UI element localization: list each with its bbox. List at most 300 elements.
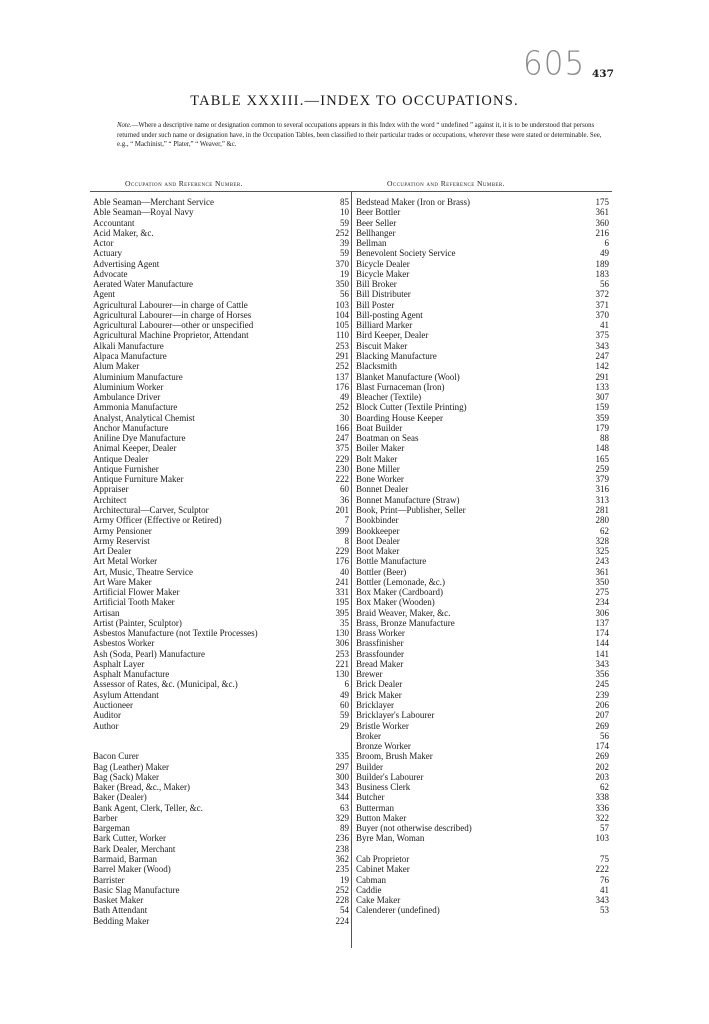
- occupation-row: [356, 382, 609, 392]
- occupation-row: [356, 608, 609, 618]
- occupation-name: Assessor of Rates, &c. (Municipal, &c.): [93, 679, 238, 690]
- reference-number: 241: [335, 576, 349, 587]
- occupation-row: [356, 710, 609, 720]
- occupation-name: Bill Distributer: [356, 289, 411, 300]
- occupation-name: Agent: [93, 289, 115, 300]
- occupation-row: [93, 844, 349, 854]
- occupation-name: Bone Miller: [356, 463, 400, 474]
- occupation-row: [93, 423, 349, 433]
- reference-number: 133: [595, 381, 609, 392]
- occupation-name: Bicycle Dealer: [356, 258, 410, 269]
- occupation-name: Bottler (Lemonade, &c.): [356, 576, 445, 587]
- occupation-name: Box Maker (Wooden): [356, 597, 435, 608]
- reference-number: 259: [595, 463, 609, 474]
- occupation-name: Bark Dealer, Merchant: [93, 843, 176, 854]
- occupation-row: [93, 690, 349, 700]
- occupation-row: [356, 228, 609, 238]
- occupation-row: [93, 597, 349, 607]
- reference-number: 75: [600, 854, 609, 864]
- occupation-row: [93, 649, 349, 659]
- occupation-row: [356, 526, 609, 536]
- occupation-row: [356, 484, 609, 494]
- occupation-row: [356, 372, 609, 382]
- occupation-row: [356, 792, 609, 802]
- reference-number: 238: [335, 843, 349, 854]
- occupation-column-right: [356, 197, 609, 916]
- occupation-row: [93, 916, 349, 926]
- occupation-row: [356, 751, 609, 761]
- reference-number: 356: [595, 669, 609, 680]
- note-label: Note.: [117, 122, 132, 129]
- note-text: —Where a descriptive name or designation common to several occupations appears in this Index with the word “ undefined ” against it, it is to be understood that persons returned under such name or designation have, in the Occupation Tables, been classified to their particular trades or occupations, wherever these were stated or determinable. See, e.g., “ Machinist,” “ Plater,” “ Weaver,” &c.: [117, 122, 602, 148]
- reference-number: 224: [335, 915, 349, 926]
- reference-number: 306: [595, 607, 609, 618]
- reference-number: 7: [344, 515, 349, 526]
- occupation-row: [356, 690, 609, 700]
- reference-number: 300: [335, 771, 349, 782]
- occupation-row: [356, 669, 609, 679]
- occupation-row: [93, 207, 349, 217]
- occupation-name: Calenderer (undefined): [356, 905, 440, 916]
- occupation-row: [93, 751, 349, 761]
- reference-number: 8: [344, 535, 349, 546]
- occupation-row: [93, 372, 349, 382]
- reference-number: 252: [335, 884, 349, 895]
- occupation-name: Asbestos Manufacture (not Textile Processes): [93, 628, 258, 639]
- occupation-row: [93, 628, 349, 638]
- page-number: 437: [592, 68, 614, 80]
- occupation-name: Barber: [93, 812, 118, 823]
- reference-number: 53: [600, 905, 609, 916]
- occupation-name: Block Cutter (Textile Printing): [356, 402, 467, 413]
- occupation-row: [93, 361, 349, 371]
- reference-number: 59: [340, 710, 349, 721]
- occupation-name: Brass, Bronze Manufacture: [356, 617, 455, 628]
- reference-number: 57: [600, 823, 609, 834]
- occupation-row: [93, 505, 349, 515]
- reference-number: 103: [335, 299, 349, 310]
- reference-number: 29: [340, 720, 349, 731]
- occupation-row: [356, 875, 609, 885]
- occupation-name: Analyst, Analytical Chemist: [93, 412, 195, 423]
- occupation-row: [93, 669, 349, 679]
- occupation-row: [93, 905, 349, 915]
- occupation-name: Cab Proprietor: [356, 854, 410, 864]
- occupation-name: Anchor Manufacture: [93, 422, 169, 433]
- reference-number: 49: [340, 689, 349, 700]
- occupation-row: [356, 269, 609, 279]
- occupation-name: Art, Music, Theatre Service: [93, 566, 194, 577]
- occupation-name: Bill-posting Agent: [356, 309, 423, 320]
- occupation-name: Beer Bottler: [356, 207, 401, 218]
- reference-number: 229: [335, 453, 349, 464]
- reference-number: 159: [595, 402, 609, 413]
- reference-number: 322: [595, 812, 609, 823]
- reference-number: 56: [600, 730, 609, 741]
- reference-number: 371: [595, 299, 609, 310]
- reference-number: 137: [595, 617, 609, 628]
- reference-number: 247: [335, 433, 349, 444]
- reference-number: 291: [335, 350, 349, 361]
- occupation-name: Asphalt Manufacture: [93, 669, 170, 680]
- occupation-row: [93, 495, 349, 505]
- occupation-row: [93, 721, 349, 731]
- occupation-name: Boiler Maker: [356, 443, 405, 454]
- occupation-name: Able Seaman—Merchant Service: [93, 197, 214, 207]
- occupation-name: Cabinet Maker: [356, 864, 410, 875]
- occupation-name: Bristle Worker: [356, 720, 409, 731]
- occupation-row: [93, 197, 349, 207]
- reference-number: 362: [335, 854, 349, 864]
- reference-number: 291: [595, 371, 609, 382]
- occupation-row: [93, 526, 349, 536]
- occupation-row: [93, 875, 349, 885]
- reference-number: 148: [595, 443, 609, 454]
- occupation-name: Accountant: [93, 217, 135, 228]
- occupation-row: [93, 556, 349, 566]
- reference-number: 62: [600, 782, 609, 793]
- occupation-name: Aniline Dye Manufacture: [93, 433, 186, 444]
- reference-number: 236: [335, 833, 349, 844]
- reference-number: 19: [340, 268, 349, 279]
- occupation-row: [93, 679, 349, 689]
- occupation-row: [93, 772, 349, 782]
- reference-number: 252: [335, 361, 349, 372]
- occupation-name: Brassfounder: [356, 648, 404, 659]
- occupation-name: Button Maker: [356, 812, 407, 823]
- occupation-row: [356, 289, 609, 299]
- reference-number: 235: [335, 864, 349, 875]
- reference-number: 40: [340, 566, 349, 577]
- occupation-name: Bill Broker: [356, 279, 397, 290]
- occupation-name: Auctioneer: [93, 700, 133, 711]
- reference-number: 370: [595, 309, 609, 320]
- occupation-row: [356, 330, 609, 340]
- reference-number: 54: [340, 905, 349, 916]
- reference-number: 253: [335, 648, 349, 659]
- occupation-name: Ammonia Manufacture: [93, 402, 178, 413]
- occupation-name: Alum Maker: [93, 361, 140, 372]
- occupation-row: [356, 402, 609, 412]
- reference-number: 399: [335, 525, 349, 536]
- occupation-name: Blacksmith: [356, 361, 397, 372]
- occupation-row: [93, 782, 349, 792]
- occupation-row: [93, 833, 349, 843]
- occupation-row: [93, 259, 349, 269]
- occupation-name: Appraiser: [93, 484, 129, 495]
- occupation-name: Basket Maker: [93, 895, 144, 906]
- occupation-name: Bicycle Maker: [356, 268, 410, 279]
- reference-number: 144: [595, 638, 609, 649]
- occupation-row: [356, 854, 609, 864]
- occupation-name: Author: [93, 720, 119, 731]
- occupation-row: [356, 197, 609, 207]
- reference-number: 207: [595, 710, 609, 721]
- occupation-row: [93, 279, 349, 289]
- occupation-name: Artist (Painter, Sculptor): [93, 617, 182, 628]
- occupation-name: Bank Agent, Clerk, Teller, &c.: [93, 802, 203, 813]
- reference-number: 252: [335, 227, 349, 238]
- occupation-row: [93, 792, 349, 802]
- occupation-name: Bacon Curer: [93, 751, 139, 762]
- occupation-name: Agricultural Labourer—in charge of Cattle: [93, 299, 248, 310]
- reference-number: 253: [335, 340, 349, 351]
- occupation-row: [356, 536, 609, 546]
- occupation-row: [356, 782, 609, 792]
- occupation-row: [356, 279, 609, 289]
- reference-number: 361: [595, 207, 609, 218]
- reference-number: 6: [604, 238, 609, 249]
- occupation-row: [356, 238, 609, 248]
- reference-number: 35: [340, 617, 349, 628]
- reference-number: 375: [335, 443, 349, 454]
- reference-number: 59: [340, 248, 349, 259]
- reference-number: 19: [340, 874, 349, 885]
- occupation-row: [93, 567, 349, 577]
- occupation-name: Boatman on Seas: [356, 433, 419, 444]
- occupation-row: [356, 638, 609, 648]
- occupation-row: [356, 413, 609, 423]
- reference-number: 269: [595, 751, 609, 762]
- occupation-row: [93, 638, 349, 648]
- occupation-row: [93, 813, 349, 823]
- occupation-name: Box Maker (Cardboard): [356, 587, 443, 598]
- occupation-name: Advertising Agent: [93, 258, 160, 269]
- occupation-name: Bolt Maker: [356, 453, 398, 464]
- occupation-row: [93, 454, 349, 464]
- reference-number: 174: [595, 628, 609, 639]
- occupation-row: [356, 392, 609, 402]
- reference-number: 176: [335, 381, 349, 392]
- occupation-row: [356, 895, 609, 905]
- reference-number: 88: [600, 433, 609, 444]
- occupation-row: [93, 731, 349, 741]
- reference-number: 104: [335, 309, 349, 320]
- reference-number: 110: [335, 330, 349, 341]
- occupation-row: [93, 228, 349, 238]
- reference-number: 222: [595, 864, 609, 875]
- occupation-row: [356, 618, 609, 628]
- occupation-row: [356, 597, 609, 607]
- reference-number: 183: [595, 268, 609, 279]
- occupation-name: Boarding House Keeper: [356, 412, 443, 423]
- occupation-name: Bellhanger: [356, 227, 396, 238]
- occupation-name: Basic Slag Manufacture: [93, 884, 180, 895]
- occupation-name: Bill Poster: [356, 299, 395, 310]
- reference-number: 229: [335, 546, 349, 557]
- reference-number: 297: [335, 761, 349, 772]
- reference-number: 141: [595, 648, 609, 659]
- occupation-name: Bricklayer: [356, 700, 394, 711]
- occupation-name: Alkali Manufacture: [93, 340, 164, 351]
- occupation-row: [93, 289, 349, 299]
- occupation-row: [356, 310, 609, 320]
- occupation-row: [93, 484, 349, 494]
- reference-number: 49: [600, 248, 609, 259]
- reference-number: 370: [335, 258, 349, 269]
- occupation-name: Bookkeeper: [356, 525, 400, 536]
- reference-number: 130: [335, 628, 349, 639]
- occupation-row: [356, 577, 609, 587]
- column-header-right: Occupation and Reference Number.: [387, 179, 505, 188]
- occupation-name: Auditor: [93, 710, 121, 721]
- occupation-row: [356, 207, 609, 217]
- occupation-row: [93, 464, 349, 474]
- occupation-row: [356, 659, 609, 669]
- reference-number: 379: [595, 474, 609, 485]
- occupation-name: Architect: [93, 494, 127, 505]
- occupation-name: Bedstead Maker (Iron or Brass): [356, 197, 470, 207]
- reference-number: 316: [595, 484, 609, 495]
- reference-number: 165: [595, 453, 609, 464]
- occupation-row: [93, 803, 349, 813]
- note-paragraph: [117, 121, 607, 150]
- occupation-row: [356, 423, 609, 433]
- column-header-left: Occupation and Reference Number.: [125, 179, 243, 188]
- reference-number: 306: [335, 638, 349, 649]
- occupation-row: [93, 269, 349, 279]
- occupation-name: Book, Print—Publisher, Seller: [356, 504, 466, 515]
- occupation-row: [93, 382, 349, 392]
- occupation-name: Bone Worker: [356, 474, 404, 485]
- occupation-row: [93, 330, 349, 340]
- occupation-row: [356, 587, 609, 597]
- occupation-row: [356, 495, 609, 505]
- occupation-row: [93, 515, 349, 525]
- occupation-name: Barrister: [93, 874, 125, 885]
- occupation-row: [356, 505, 609, 515]
- occupation-name: Antique Furnisher: [93, 463, 159, 474]
- occupation-row: [93, 392, 349, 402]
- occupation-name: Blacking Manufacture: [356, 350, 437, 361]
- occupation-name: Builder's Labourer: [356, 771, 424, 782]
- occupation-name: Brassfinisher: [356, 638, 404, 649]
- occupation-row: [356, 905, 609, 915]
- occupation-name: Boat Builder: [356, 422, 403, 433]
- occupation-name: Antique Dealer: [93, 453, 149, 464]
- reference-number: 234: [595, 597, 609, 608]
- reference-number: 350: [595, 576, 609, 587]
- reference-number: 269: [595, 720, 609, 731]
- occupation-name: Acid Maker, &c.: [93, 227, 154, 238]
- occupation-row: [93, 710, 349, 720]
- occupation-name: Bargeman: [93, 823, 130, 834]
- reference-number: 206: [595, 700, 609, 711]
- reference-number: 239: [595, 689, 609, 700]
- occupation-row: [356, 443, 609, 453]
- occupation-row: [93, 885, 349, 895]
- occupation-row: [356, 700, 609, 710]
- occupation-row: [356, 474, 609, 484]
- occupation-row: [93, 351, 349, 361]
- occupation-name: Cabman: [356, 874, 386, 885]
- occupation-name: Aluminium Worker: [93, 381, 164, 392]
- occupation-name: Bottle Manufacture: [356, 556, 427, 567]
- occupation-column-left: [93, 197, 349, 926]
- reference-number: 142: [595, 361, 609, 372]
- occupation-row: [93, 536, 349, 546]
- occupation-row: [356, 823, 609, 833]
- reference-number: 360: [595, 217, 609, 228]
- occupation-name: Benevolent Society Service: [356, 248, 456, 259]
- occupation-name: Ambulance Driver: [93, 392, 161, 403]
- occupation-row: [356, 218, 609, 228]
- reference-number: 281: [595, 504, 609, 515]
- occupation-name: Buyer (not otherwise described): [356, 823, 472, 834]
- reference-number: 166: [335, 422, 349, 433]
- occupation-name: Bath Attendant: [93, 905, 148, 916]
- reference-number: 36: [340, 494, 349, 505]
- occupation-name: Brick Dealer: [356, 679, 403, 690]
- occupation-name: Army Pensioner: [93, 525, 152, 536]
- page-title: TABLE XXXIII.—INDEX TO OCCUPATIONS.: [190, 93, 519, 109]
- occupation-row: [356, 464, 609, 474]
- occupation-name: Army Officer (Effective or Retired): [93, 515, 222, 526]
- occupation-name: Alpaca Manufacture: [93, 350, 167, 361]
- reference-number: 372: [595, 289, 609, 300]
- occupation-row: [93, 218, 349, 228]
- occupation-name: Art Ware Maker: [93, 576, 152, 587]
- occupation-row: [356, 567, 609, 577]
- column-divider: [351, 192, 352, 948]
- reference-number: 105: [335, 320, 349, 331]
- reference-number: 228: [335, 895, 349, 906]
- occupation-name: Blanket Manufacture (Wool): [356, 371, 460, 382]
- occupation-name: Bonnet Dealer: [356, 484, 409, 495]
- reference-number: 247: [595, 350, 609, 361]
- occupation-name: Brass Worker: [356, 628, 405, 639]
- occupation-name: Broom, Brush Maker: [356, 751, 433, 762]
- occupation-row: [93, 864, 349, 874]
- occupation-name: Broker: [356, 730, 381, 741]
- occupation-row: [356, 454, 609, 464]
- occupation-name: Butterman: [356, 802, 394, 813]
- occupation-name: Asylum Attendant: [93, 689, 159, 700]
- occupation-name: Boot Dealer: [356, 535, 400, 546]
- occupation-row: [93, 577, 349, 587]
- occupation-name: Bark Cutter, Worker: [93, 833, 166, 844]
- occupation-row: [356, 833, 609, 843]
- reference-number: 56: [600, 279, 609, 290]
- reference-number: 344: [335, 792, 349, 803]
- occupation-row: [93, 823, 349, 833]
- reference-number: 30: [340, 412, 349, 423]
- occupation-name: Billiard Marker: [356, 320, 413, 331]
- occupation-row: [356, 885, 609, 895]
- reference-number: 307: [595, 392, 609, 403]
- occupation-row: [356, 721, 609, 731]
- occupation-row: [356, 248, 609, 258]
- occupation-name: Caddie: [356, 884, 382, 895]
- occupation-name: Builder: [356, 761, 383, 772]
- occupation-name: Agricultural Labourer—other or unspecified: [93, 320, 254, 331]
- occupation-name: Art Dealer: [93, 546, 132, 557]
- reference-number: 343: [595, 658, 609, 669]
- reference-number: 275: [595, 587, 609, 598]
- occupation-row: [356, 320, 609, 330]
- occupation-name: Baker (Bread, &c., Maker): [93, 782, 190, 793]
- reference-number: 280: [595, 515, 609, 526]
- occupation-name: Art Metal Worker: [93, 556, 158, 567]
- occupation-name: Ash (Soda, Pearl) Manufacture: [93, 648, 205, 659]
- occupation-row: [93, 854, 349, 864]
- occupation-name: Biscuit Maker: [356, 340, 408, 351]
- occupation-name: Bag (Leather) Maker: [93, 761, 169, 772]
- reference-number: 137: [335, 371, 349, 382]
- reference-number: 189: [595, 258, 609, 269]
- occupation-row: [93, 248, 349, 258]
- reference-number: 60: [340, 484, 349, 495]
